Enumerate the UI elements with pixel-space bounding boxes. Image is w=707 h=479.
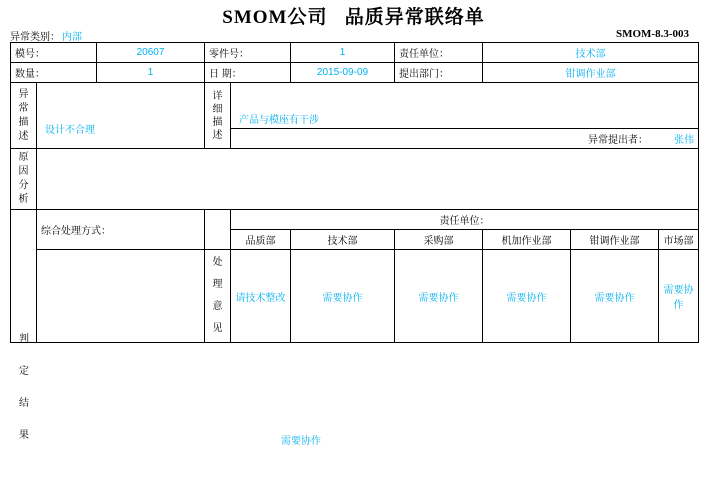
detail-text-value: 产品与模座有干涉: [239, 115, 319, 126]
part-no-value: 1: [291, 43, 395, 63]
dept-header-1: 技术部: [291, 230, 395, 250]
table-row: [11, 63, 699, 83]
qty-label: 数量：: [11, 63, 97, 83]
abnormal-text-value: 设计不合理: [45, 125, 95, 136]
resp-unit-header: 责任单位：: [231, 210, 699, 230]
coop-value-2: 需要协作: [395, 250, 483, 343]
detail-label: 详 细 描 述: [205, 83, 231, 149]
table-row: [11, 43, 699, 63]
dept-header-3: 机加作业部: [483, 230, 571, 250]
raiser-line: [231, 129, 699, 149]
table-row-resp-header: [11, 210, 699, 230]
date-value: 2015-09-09: [291, 63, 395, 83]
cause-text: [37, 149, 699, 210]
table-row-abnormal: [11, 83, 699, 129]
part-no-label: 零件号：: [205, 43, 291, 63]
dept-header-0: 品质部: [231, 230, 291, 250]
judge-result-label: 判 定 结 果: [19, 334, 29, 441]
title-row: [0, 2, 707, 29]
coop-value-5: 需要协作: [659, 250, 699, 343]
coop-value-0: 需要协作: [281, 436, 321, 447]
category-value: 内部: [62, 32, 82, 43]
resp-unit-value: 技术部: [483, 43, 699, 63]
method-label-cell: [37, 210, 205, 250]
opinion-label-spacer: [205, 210, 231, 250]
form-table: [10, 42, 699, 343]
table-row-judge-body: [11, 250, 699, 343]
raiser-label: 异常提出者：: [588, 135, 648, 146]
qty-value: 1: [97, 63, 205, 83]
category-label: 异常类别：: [10, 32, 60, 43]
cause-text-value: [41, 166, 694, 192]
coop-value-1: 需要协作: [291, 250, 395, 343]
method-label: 综合处理方式：: [41, 226, 111, 237]
resp-unit-label: 责任单位：: [395, 43, 483, 63]
opinion-text: 请技术整改: [231, 250, 291, 343]
dept-header-2: 采购部: [395, 230, 483, 250]
raiser-value: 张伟: [674, 135, 694, 146]
dept-header-5: 市场部: [659, 230, 699, 250]
raise-dept-label: 提出部门：: [395, 63, 483, 83]
abnormal-label: 异 常 描 述: [11, 83, 37, 149]
coop-value-4: 需要协作: [571, 250, 659, 343]
detail-text: [231, 83, 699, 129]
category-line: [10, 28, 82, 43]
table-row-cause: [11, 149, 699, 210]
page-title: SMOM公司 品质异常联络单: [222, 7, 485, 28]
document-code: SMOM-8.3-003: [615, 28, 689, 40]
mold-no-label: 模号：: [11, 43, 97, 63]
mold-no-value: 20607: [97, 43, 205, 63]
opinion-label: 处 理 意 见: [205, 250, 231, 343]
judge-label-col: [11, 210, 37, 343]
dept-header-4: 钳调作业部: [571, 230, 659, 250]
date-label: 日 期：: [205, 63, 291, 83]
coop-value-3: 需要协作: [483, 250, 571, 343]
cause-label: 原 因 分 析: [11, 149, 37, 210]
method-text-cell: [37, 250, 205, 343]
abnormal-text: [37, 83, 205, 149]
raise-dept-value: 钳调作业部: [483, 63, 699, 83]
